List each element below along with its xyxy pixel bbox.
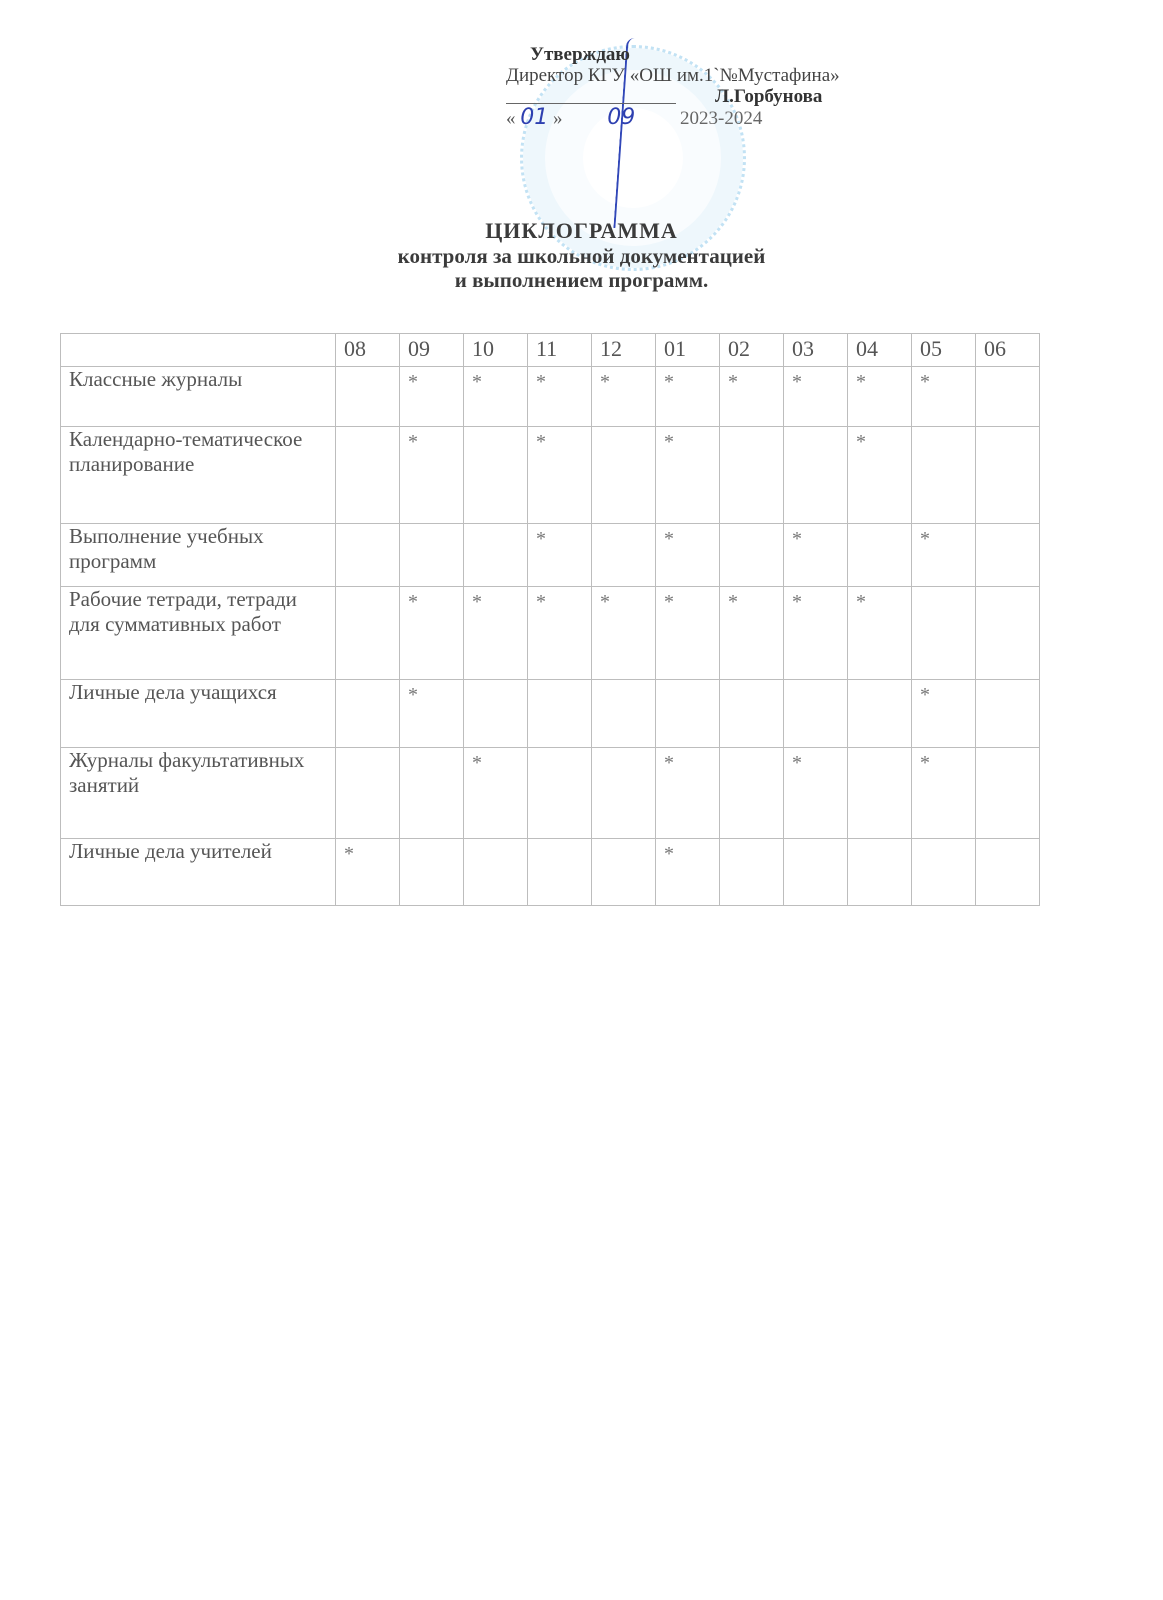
- empty-cell-03: [784, 839, 848, 906]
- control-mark-11: *: [528, 524, 592, 587]
- empty-cell-04: [848, 748, 912, 839]
- control-mark-01: *: [656, 524, 720, 587]
- empty-cell-10: [464, 427, 528, 524]
- month-header-08: 08: [336, 334, 400, 367]
- date-quote-close: »: [553, 108, 563, 129]
- empty-cell-12: [592, 839, 656, 906]
- control-mark-05: *: [912, 524, 976, 587]
- month-header-12: 12: [592, 334, 656, 367]
- signature-line: [506, 103, 676, 104]
- empty-cell-02: [720, 427, 784, 524]
- control-mark-09: *: [400, 367, 464, 427]
- month-header-05: 05: [912, 334, 976, 367]
- month-header-03: 03: [784, 334, 848, 367]
- empty-cell-08: [336, 427, 400, 524]
- empty-cell-03: [784, 427, 848, 524]
- empty-cell-11: [528, 748, 592, 839]
- date-month: 09: [607, 105, 636, 130]
- empty-cell-12: [592, 680, 656, 748]
- control-mark-12: *: [592, 587, 656, 680]
- control-mark-03: *: [784, 587, 848, 680]
- empty-cell-12: [592, 748, 656, 839]
- empty-cell-10: [464, 524, 528, 587]
- empty-cell-08: [336, 367, 400, 427]
- table-row: [61, 839, 1040, 906]
- control-mark-09: *: [400, 587, 464, 680]
- table-row: [61, 680, 1040, 748]
- control-mark-01: *: [656, 839, 720, 906]
- approval-block: [490, 44, 930, 129]
- control-mark-04: *: [848, 367, 912, 427]
- empty-cell-06: [976, 748, 1040, 839]
- empty-cell-08: [336, 748, 400, 839]
- empty-cell-05: [912, 839, 976, 906]
- month-header-09: 09: [400, 334, 464, 367]
- table-row: [61, 524, 1040, 587]
- empty-cell-06: [976, 587, 1040, 680]
- empty-cell-02: [720, 748, 784, 839]
- control-mark-02: *: [720, 367, 784, 427]
- document-title: ЦИКЛОГРАММА: [485, 218, 678, 243]
- date-day: 01: [520, 105, 549, 130]
- document-subtitle-2: и выполнением программ.: [454, 268, 709, 292]
- table-row: [61, 427, 1040, 524]
- control-mark-08: *: [336, 839, 400, 906]
- empty-cell-04: [848, 680, 912, 748]
- month-header-04: 04: [848, 334, 912, 367]
- control-mark-03: *: [784, 524, 848, 587]
- director-line: Директор КГУ «ОШ им.1`№Мустафина»: [506, 65, 840, 86]
- control-mark-10: *: [464, 367, 528, 427]
- control-mark-04: *: [848, 427, 912, 524]
- control-mark-01: *: [656, 427, 720, 524]
- empty-cell-06: [976, 427, 1040, 524]
- control-mark-09: *: [400, 680, 464, 748]
- empty-cell-08: [336, 680, 400, 748]
- control-mark-03: *: [784, 367, 848, 427]
- control-mark-05: *: [912, 748, 976, 839]
- cyclogram-table: [60, 333, 1040, 906]
- row-label: Рабочие тетради, тетради для суммативных работ: [61, 587, 336, 680]
- empty-cell-05: [912, 427, 976, 524]
- control-mark-09: *: [400, 427, 464, 524]
- row-label: Классные журналы: [61, 367, 336, 427]
- row-label: Личные дела учащихся: [61, 680, 336, 748]
- empty-cell-10: [464, 680, 528, 748]
- document-title-block: [0, 218, 1163, 292]
- header-corner-cell: [61, 334, 336, 367]
- control-mark-02: *: [720, 587, 784, 680]
- empty-cell-04: [848, 524, 912, 587]
- control-mark-01: *: [656, 367, 720, 427]
- control-mark-10: *: [464, 748, 528, 839]
- control-mark-01: *: [656, 748, 720, 839]
- header-row: [61, 334, 1040, 367]
- empty-cell-09: [400, 748, 464, 839]
- control-mark-05: *: [912, 367, 976, 427]
- empty-cell-09: [400, 839, 464, 906]
- table-row: [61, 367, 1040, 427]
- month-header-01: 01: [656, 334, 720, 367]
- control-mark-03: *: [784, 748, 848, 839]
- control-mark-11: *: [528, 587, 592, 680]
- control-mark-10: *: [464, 587, 528, 680]
- empty-cell-05: [912, 587, 976, 680]
- empty-cell-12: [592, 524, 656, 587]
- row-label: Личные дела учителей: [61, 839, 336, 906]
- row-label: Журналы факультативных занятий: [61, 748, 336, 839]
- month-header-02: 02: [720, 334, 784, 367]
- empty-cell-03: [784, 680, 848, 748]
- empty-cell-02: [720, 524, 784, 587]
- empty-cell-12: [592, 427, 656, 524]
- empty-cell-06: [976, 524, 1040, 587]
- empty-cell-09: [400, 524, 464, 587]
- empty-cell-10: [464, 839, 528, 906]
- document-subtitle-1: контроля за школьной документацией: [397, 244, 766, 268]
- control-mark-05: *: [912, 680, 976, 748]
- empty-cell-04: [848, 839, 912, 906]
- control-mark-12: *: [592, 367, 656, 427]
- empty-cell-02: [720, 680, 784, 748]
- control-mark-11: *: [528, 367, 592, 427]
- control-mark-11: *: [528, 427, 592, 524]
- empty-cell-02: [720, 839, 784, 906]
- approval-date: [506, 107, 930, 129]
- date-quote-open: «: [506, 108, 516, 129]
- control-mark-01: *: [656, 587, 720, 680]
- empty-cell-06: [976, 680, 1040, 748]
- director-name: Л.Горбунова: [715, 86, 823, 107]
- control-mark-04: *: [848, 587, 912, 680]
- month-header-06: 06: [976, 334, 1040, 367]
- empty-cell-08: [336, 587, 400, 680]
- empty-cell-08: [336, 524, 400, 587]
- empty-cell-01: [656, 680, 720, 748]
- table-row: [61, 587, 1040, 680]
- row-label: Выполнение учебных программ: [61, 524, 336, 587]
- table-row: [61, 748, 1040, 839]
- empty-cell-06: [976, 839, 1040, 906]
- month-header-11: 11: [528, 334, 592, 367]
- row-label: Календарно-тематическое планирование: [61, 427, 336, 524]
- approval-title: Утверждаю: [530, 44, 630, 65]
- empty-cell-11: [528, 839, 592, 906]
- month-header-10: 10: [464, 334, 528, 367]
- empty-cell-06: [976, 367, 1040, 427]
- empty-cell-11: [528, 680, 592, 748]
- academic-year: 2023-2024: [680, 108, 763, 129]
